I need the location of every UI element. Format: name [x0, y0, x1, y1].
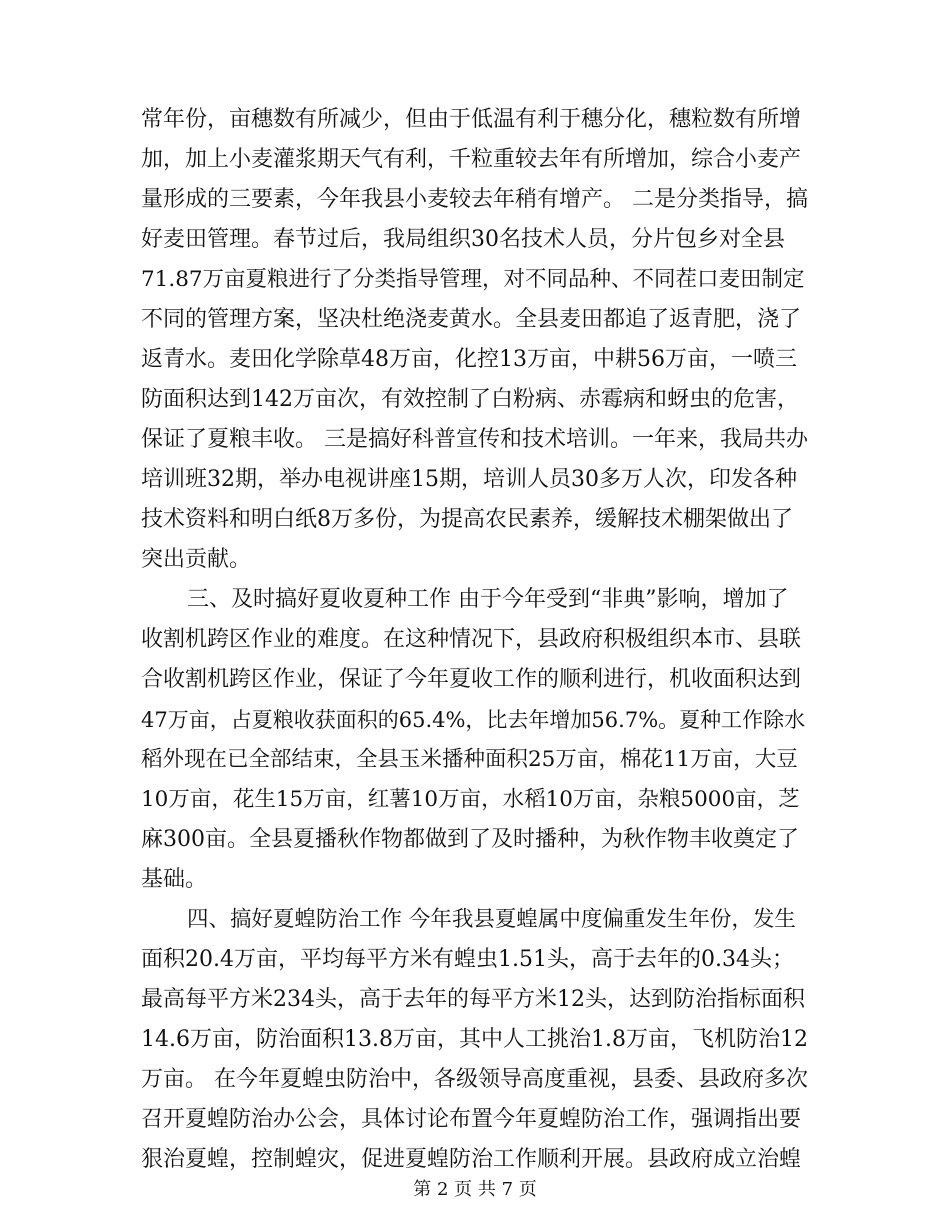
text-line: 突出贡献。: [141, 547, 252, 572]
text-line: 麻300亩。全县夏播秋作物都做到了及时播种，为秋作物丰收奠定了: [141, 827, 799, 852]
text-line: 技术资料和明白纸8万多份，为提高农民素养，缓解技术棚架做出了: [141, 507, 793, 532]
text-line: 71.87万亩夏粮进行了分类指导管理，对不同品种、不同茬口麦田制定: [141, 267, 805, 292]
text-line: 防面积达到142万亩次，有效控制了白粉病、赤霉病和蚜虫的危害，: [141, 387, 799, 412]
text-line: 狠治夏蝗，控制蝗灾，促进夏蝗防治工作顺利开展。县政府成立治蝗: [141, 1147, 802, 1172]
section-heading-line: 四、搞好夏蝗防治工作 今年我县夏蝗属中度偏重发生年份，发生: [187, 907, 796, 932]
text-line: 47万亩，占夏粮收获面积的65.4%，比去年增加56.7%。夏种工作除水: [141, 708, 806, 732]
text-line: 万亩。 在今年夏蝗虫防治中，各级领导高度重视，县委、县政府多次: [141, 1067, 808, 1092]
text-line: 最高每平方米234头，高于去年的每平方米12头，达到防治指标面积: [141, 987, 805, 1012]
text-line: 稻外现在已全部结束，全县玉米播种面积25万亩，棉花11万亩，大豆: [141, 747, 798, 772]
text-line: 好麦田管理。春节过后，我局组织30名技术人员，分片包乡对全县: [141, 227, 785, 252]
text-line: 返青水。麦田化学除草48万亩，化控13万亩，中耕56万亩，一喷三: [141, 347, 797, 372]
text-line: 合收割机跨区作业，保证了今年夏收工作的顺利进行，机收面积达到: [141, 667, 802, 692]
page-number-footer: 第 2 页 共 7 页: [413, 1179, 537, 1200]
text-line: 面积20.4万亩，平均每平方米有蝗虫1.51头，高于去年的0.34头；: [141, 947, 794, 972]
section-heading-line: 三、及时搞好夏收夏种工作 由于今年受到“非典”影响，增加了: [187, 587, 789, 612]
text-line: 量形成的三要素，今年我县小麦较去年稍有增产。 二是分类指导，搞: [141, 187, 808, 212]
text-line: 14.6万亩，防治面积13.8万亩，其中人工挑治1.8万亩，飞机防治12: [141, 1027, 808, 1052]
text-line: 不同的管理方案，坚决杜绝浇麦黄水。全县麦田都追了返青肥，浇了: [141, 307, 802, 332]
text-line: 培训班32期，举办电视讲座15期，培训人员30多万人次，印发各种: [141, 467, 797, 492]
text-line: 基础。: [141, 867, 208, 892]
text-line: 10万亩，花生15万亩，红薯10万亩，水稻10万亩，杂粮5000亩，芝: [141, 787, 800, 812]
text-line: 常年份，亩穗数有所减少，但由于低温有利于穗分化，穗粒数有所增: [141, 107, 802, 132]
text-line: 保证了夏粮丰收。 三是搞好科普宣传和技术培训。一年来，我局共办: [141, 427, 808, 452]
text-line: 加，加上小麦灌浆期天气有利，千粒重较去年有所增加，综合小麦产: [141, 147, 802, 172]
text-line: 召开夏蝗防治办公会，具体讨论布置今年夏蝗防治工作，强调指出要: [141, 1107, 802, 1132]
text-line: 收割机跨区作业的难度。在这种情况下，县政府积极组织本市、县联: [141, 627, 802, 652]
